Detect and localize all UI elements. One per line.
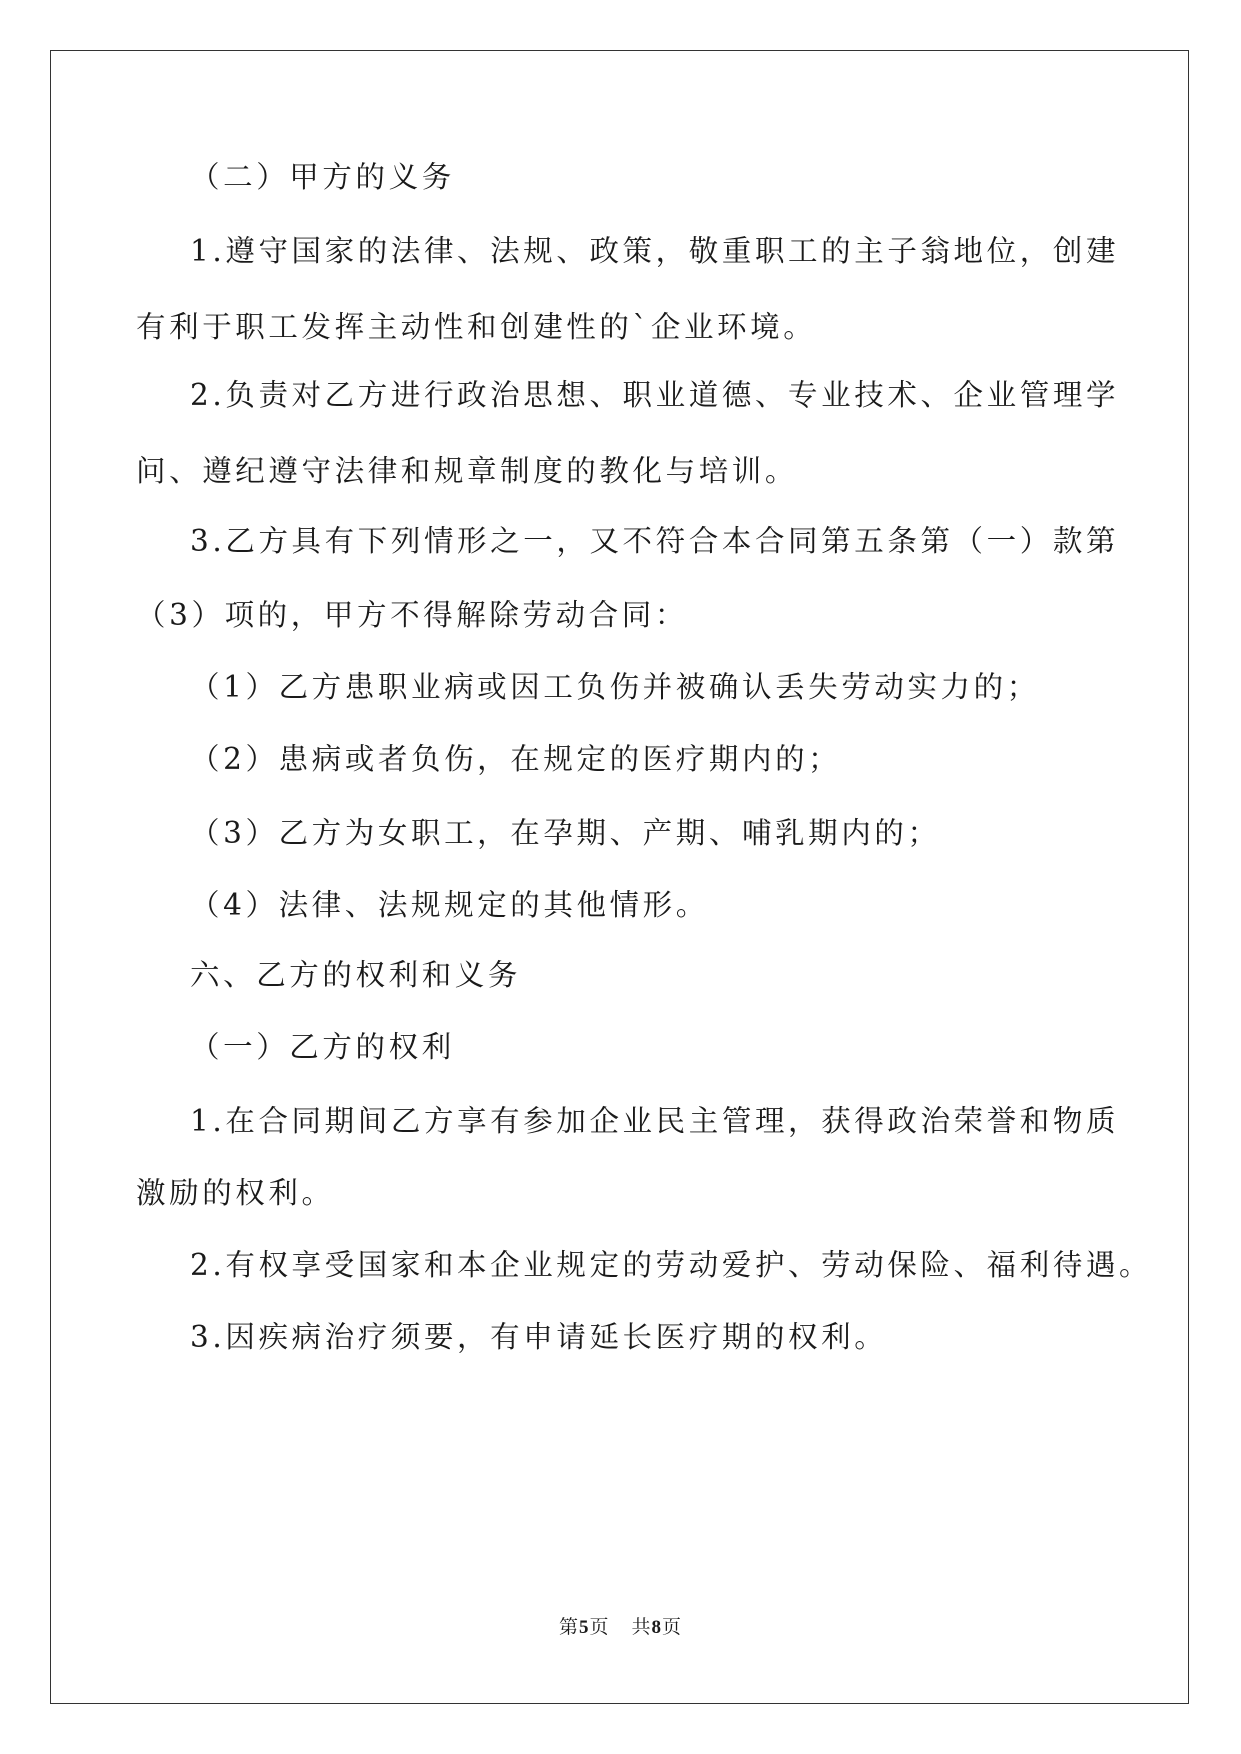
paragraph-line: 2.有权享受国家和本企业规定的劳动爱护、劳动保险、福利待遇。 — [190, 1248, 1153, 1282]
page-border — [50, 50, 1189, 1704]
paragraph-line: 3.因疾病治疗须要，有申请延长医疗期的权利。 — [190, 1320, 888, 1354]
footer-total-prefix: 共 — [631, 1617, 652, 1638]
paragraph-line: 3.乙方具有下列情形之一，又不符合本合同第五条第（一）款第 — [190, 524, 1120, 558]
footer-total-suffix: 页 — [662, 1617, 683, 1638]
list-item: （3）乙方为女职工，在孕期、产期、哺乳期内的； — [190, 816, 941, 850]
paragraph-line: 激励的权利。 — [136, 1176, 335, 1210]
section-heading: （二）甲方的义务 — [190, 160, 455, 194]
paragraph-line: 有利于职工发挥主动性和创建性的`企业环境。 — [136, 310, 817, 344]
paragraph-line: 问、遵纪遵守法律和规章制度的教化与培训。 — [136, 454, 799, 488]
footer-prefix: 第 — [558, 1617, 579, 1638]
paragraph-line: 1.在合同期间乙方享有参加企业民主管理，获得政治荣誉和物质 — [190, 1104, 1120, 1138]
section-heading: 六、乙方的权利和义务 — [190, 958, 522, 992]
paragraph-line: 1.遵守国家的法律、法规、政策，敬重职工的主子翁地位，创建 — [190, 234, 1120, 268]
page-footer — [0, 1612, 1241, 1639]
list-item: （1）乙方患职业病或因工负伤并被确认丢失劳动实力的； — [190, 670, 1040, 704]
paragraph-line: （3）项的，甲方不得解除劳动合同： — [136, 598, 688, 632]
total-pages: 8 — [651, 1617, 663, 1638]
list-item: （2）患病或者负伤，在规定的医疗期内的； — [190, 742, 842, 776]
section-heading: （一）乙方的权利 — [190, 1030, 455, 1064]
paragraph-line: 2.负责对乙方进行政治思想、职业道德、专业技术、企业管理学 — [190, 378, 1120, 412]
footer-page-suffix: 页 — [589, 1617, 610, 1638]
page-number: 5 — [578, 1617, 590, 1638]
list-item: （4）法律、法规规定的其他情形。 — [190, 888, 709, 922]
